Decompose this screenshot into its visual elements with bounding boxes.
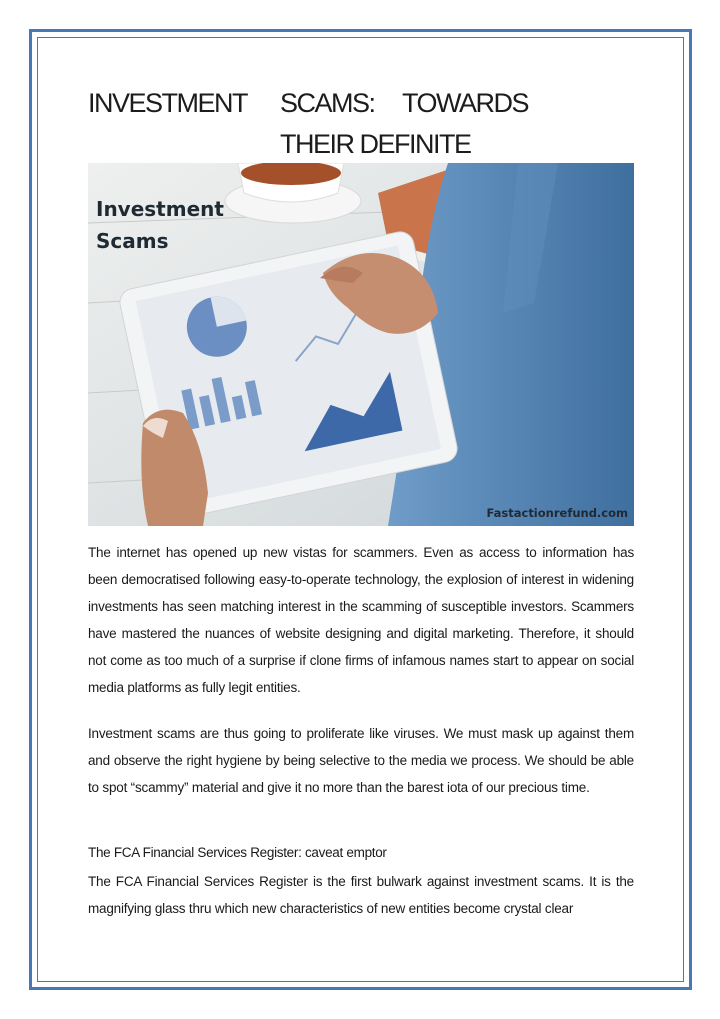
document-title: [88, 88, 648, 160]
title-word-1: INVESTMENT: [88, 88, 248, 118]
hero-image: [88, 163, 634, 526]
image-label-line-2: Scams: [96, 229, 169, 253]
image-watermark: Fastactionrefund.com: [486, 506, 628, 520]
paragraph-1: The internet has opened up new vistas for scammers. Even as access to information has been democratised following easy-to-operate technology, the explosion of interest in widening investments has seen matching interest in the scamming of susceptible investors. Scammers have mastered the nuances of website designing and digital marketing. Therefore, it should not come as too much of a surprise if clone firms of infamous names start to appear on social media platforms as fully legit entities.: [88, 545, 634, 695]
title-word-2: SCAMS:: [280, 88, 375, 118]
image-label-line-1: Investment: [96, 197, 224, 221]
title-line-2: THEIR DEFINITE: [280, 129, 471, 159]
paragraph-2: Investment scams are thus going to proliferate like viruses. We must mask up against them and observe the right hygiene by being selective to the media we process. We should be able to spot “scammy” material and give it no more than the barest iota of our precious time.: [88, 726, 634, 795]
paragraph-3: The FCA Financial Services Register is the first bulwark against investment scams. It is the magnifying glass thru which new characteristics of new entities become crystal clear: [88, 874, 634, 916]
title-word-3: TOWARDS: [402, 88, 529, 118]
section-heading: The FCA Financial Services Register: caveat emptor: [88, 845, 387, 860]
image-label: [96, 193, 246, 257]
